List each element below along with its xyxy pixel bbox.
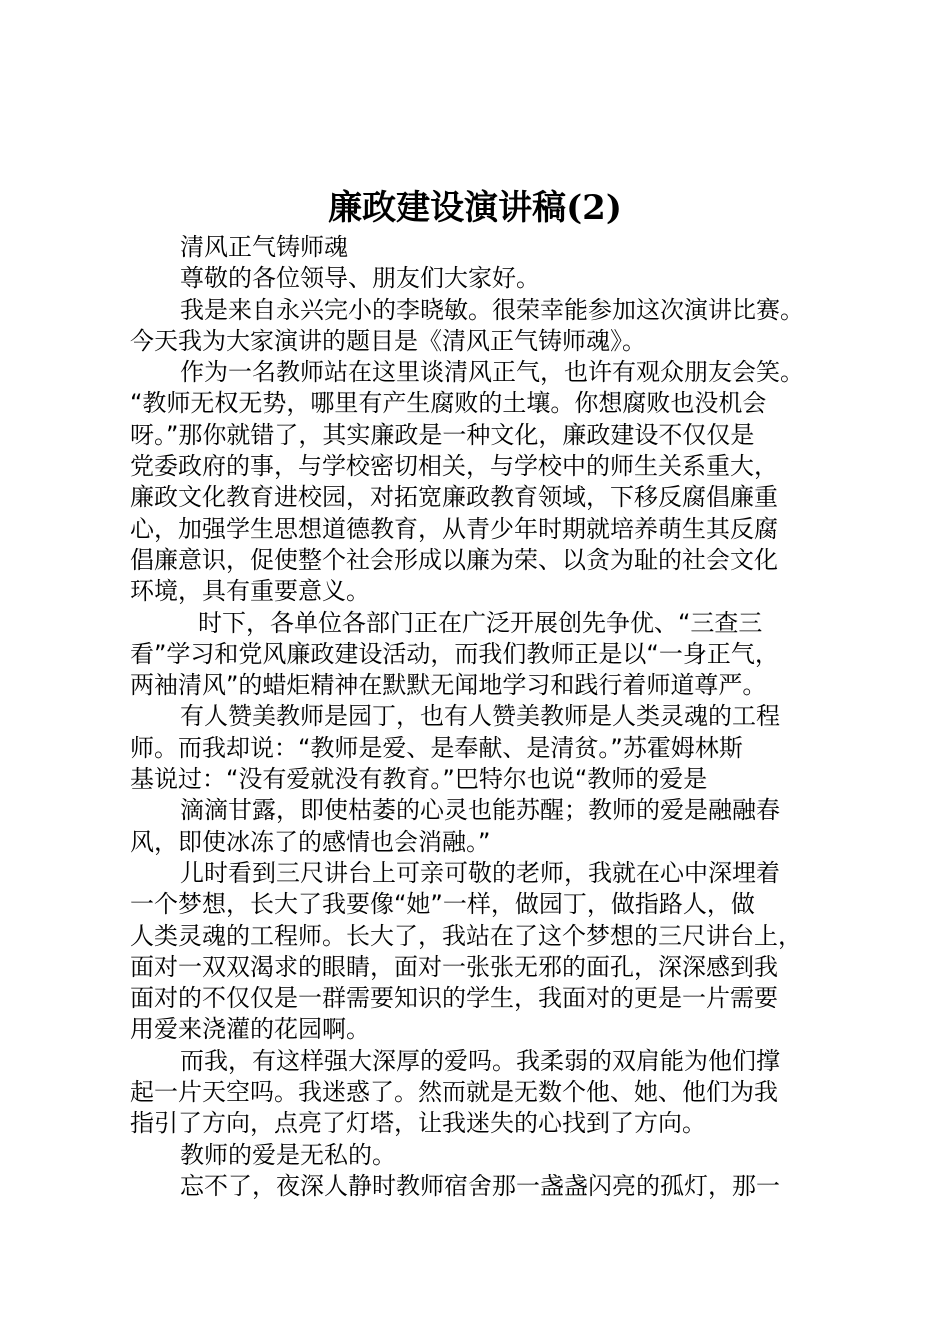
text-line: 面对一双双渴求的眼睛，面对一张张无邪的面孔，深深感到我 — [130, 952, 778, 981]
text-line: 我是来自永兴完小的李晓敏。很荣幸能参加这次演讲比赛。 — [180, 295, 804, 324]
text-line: 起一片天空吗。我迷惑了。然而就是无数个他、她、他们为我 — [130, 1078, 778, 1107]
text-line: 用爱来浇灌的花园啊。 — [130, 1015, 370, 1044]
text-line: 清风正气铸师魂 — [180, 233, 348, 261]
text-line: 基说过：“没有爱就没有教育。”巴特尔也说“教师的爱是 — [130, 765, 708, 794]
text-line: 心，加强学生思想道德教育，从青少年时期就培养萌生其反腐 — [130, 514, 778, 543]
text-line: 两袖清风”的蜡炬精神在默默无闻地学习和践行着师道尊严。 — [130, 671, 767, 700]
text-line: 忘不了，夜深人静时教师宿舍那一盏盏闪亮的孤灯，那一 — [180, 1171, 780, 1200]
document-body — [130, 232, 834, 1202]
text-line: 人类灵魂的工程师。长大了，我站在了这个梦想的三尺讲台上， — [130, 921, 802, 950]
text-line: 一个梦想，长大了我要像“她”一样，做园丁，做指路人，做 — [130, 890, 755, 919]
text-line: 师。而我却说：“教师是爱、是奉献、是清贫。”苏霍姆林斯 — [130, 733, 743, 762]
text-line: 教师的爱是无私的。 — [180, 1140, 396, 1169]
text-line: 风，即使冰冻了的感情也会消融。” — [130, 827, 491, 856]
text-line: 有人赞美教师是园丁，也有人赞美教师是人类灵魂的工程 — [180, 702, 780, 731]
text-line: 廉政文化教育进校园，对拓宽廉政教育领域，下移反腐倡廉重 — [130, 483, 778, 512]
text-line: 面对的不仅仅是一群需要知识的学生，我面对的更是一片需要 — [130, 984, 778, 1013]
text-line: 看”学习和党风廉政建设活动，而我们教师正是以“一身正气， — [130, 639, 779, 668]
text-line: 环境，具有重要意义。 — [130, 577, 370, 606]
text-line: 党委政府的事，与学校密切相关，与学校中的师生关系重大， — [130, 452, 778, 481]
text-line: “教师无权无势，哪里有产生腐败的土壤。你想腐败也没机会 — [130, 389, 767, 418]
document-title: 廉政建设演讲稿(2) — [328, 188, 622, 228]
text-line: 指引了方向，点亮了灯塔，让我迷失的心找到了方向。 — [130, 1109, 706, 1138]
text-line: 滴滴甘露，即使枯萎的心灵也能苏醒；教师的爱是融融春 — [180, 796, 780, 825]
text-line: 倡廉意识，促使整个社会形成以廉为荣、以贪为耻的社会文化 — [130, 545, 778, 574]
text-line: 呀。”那你就错了，其实廉政是一种文化，廉政建设不仅仅是 — [130, 420, 755, 449]
text-line: 尊敬的各位领导、朋友们大家好。 — [180, 264, 540, 293]
text-line: 儿时看到三尺讲台上可亲可敬的老师，我就在心中深埋着 — [180, 858, 780, 887]
text-line: 作为一名教师站在这里谈清风正气，也许有观众朋友会笑。 — [180, 358, 804, 387]
text-line: 今天我为大家演讲的题目是《清风正气铸师魂》。 — [130, 326, 646, 355]
text-line: 时下，各单位各部门正在广泛开展创先争优、“三查三 — [198, 608, 763, 637]
text-line: 而我，有这样强大深厚的爱吗。我柔弱的双肩能为他们撑 — [180, 1046, 780, 1075]
